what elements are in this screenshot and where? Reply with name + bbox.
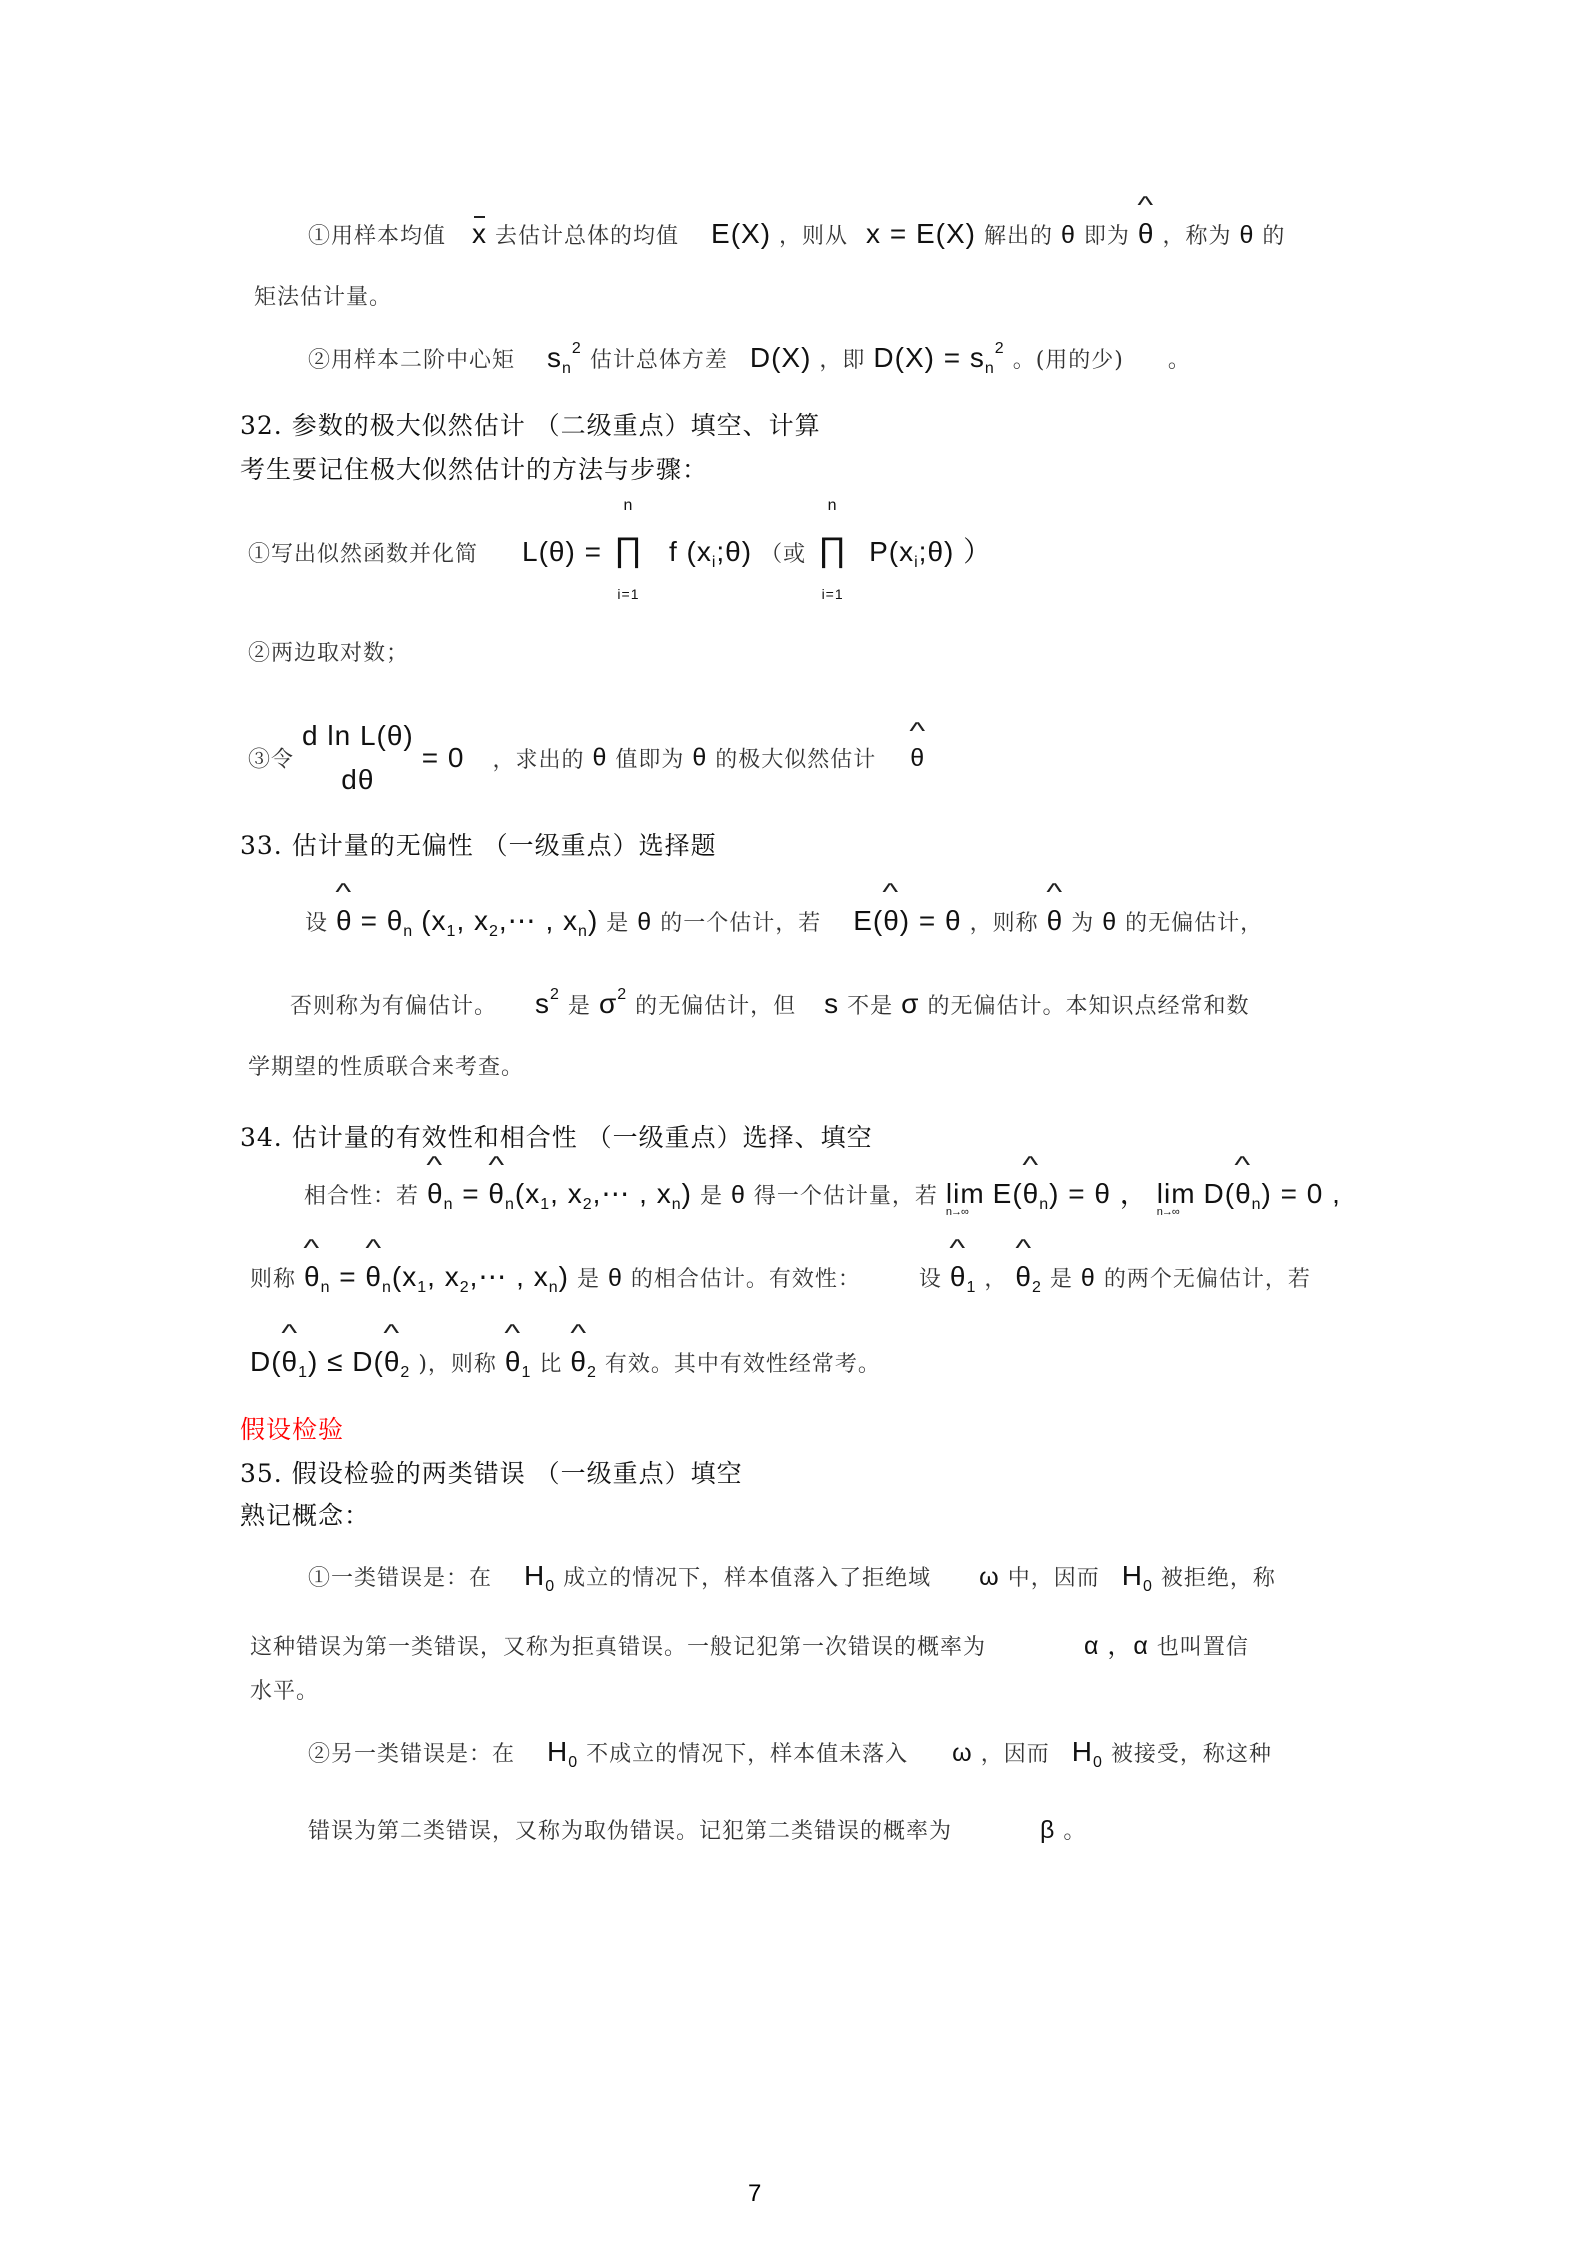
text: 不是 <box>847 994 894 1019</box>
text: 则称 <box>250 1267 297 1292</box>
moment-item-1 <box>308 218 1285 250</box>
type-2-error-line-1: ②另一类错误是：在 $H_0$ 不成立的情况下，样本值未落入 ω ，因而 $H_0$ 被接受，称这种 <box>308 1736 1272 1771</box>
text: ①写出似然函数并化简 <box>248 542 479 567</box>
mle-step-3 <box>248 720 925 796</box>
unbiased-line-2: 否则称为有偏估计。 $s^2$ 是 $\sigma^2$ 的无偏估计，但 s 不是 σ 的无偏估计。本知识点经常和数 <box>290 986 1250 1019</box>
section-35-intro: 熟记概念： <box>240 1501 371 1530</box>
text: ，称为 <box>1162 224 1232 249</box>
theta-hat-symbol: ^ θ <box>883 905 900 937</box>
text: ，求出的 <box>492 747 585 773</box>
likelihood-lhs: L(θ) = <box>522 536 602 567</box>
text: ，则称 <box>969 911 1039 936</box>
text: 设 <box>918 1267 942 1292</box>
section-32-heading: 32. 参数的极大似然估计 （二级重点）填空、计算 <box>240 411 821 440</box>
text: 成立的情况下，样本值落入了拒绝域 <box>563 1566 932 1591</box>
prod-lower: i=1 <box>821 586 844 602</box>
text: ①一类错误是：在 <box>308 1566 493 1591</box>
text: 也叫置信 <box>1156 1635 1249 1660</box>
text: 是 <box>567 994 591 1019</box>
text: 的无偏估计。本知识点经常和数 <box>927 994 1250 1019</box>
text: 。 <box>1167 348 1191 373</box>
text: 被拒绝，称 <box>1160 1566 1276 1591</box>
theta-symbol: θ <box>692 743 708 772</box>
product-symbol: ∏ n i=1 <box>613 497 643 602</box>
lim-label: lim <box>945 1178 985 1209</box>
type-1-error-line-1: ①一类错误是：在 $H_0$ 成立的情况下，样本值落入了拒绝域 ω 中，因而 $H_0$ 被拒绝，称 <box>308 1560 1276 1595</box>
text: 矩法估计量。 <box>254 285 393 310</box>
theta-hat-symbol: ^ θ <box>910 744 925 773</box>
moment-item-1-cont <box>254 280 392 311</box>
text: 值即为 <box>615 747 685 773</box>
theta-hat-symbol: ^ θ <box>1023 1178 1040 1210</box>
text: ， <box>984 1267 1008 1292</box>
text: ②另一类错误是：在 <box>308 1742 516 1767</box>
text: 否则称为有偏估计。 <box>290 994 498 1019</box>
text: ，则从 <box>779 224 849 249</box>
consistency-line-2: 则称 ^ $\theta_n$ = ^ $\theta_n(x_1$, $x_2,\cdots$ , $x_n$) 是 θ 的相合估计。有效性： 设 ^ $\theta_1$ ， ^ $\theta_2$ 是 θ 的两个无偏估计，若 <box>250 1260 1311 1297</box>
theta-hat-symbol: ^ θ <box>950 1261 967 1293</box>
theta-hat-symbol: ^ θ <box>1047 905 1064 937</box>
equals-zero: = 0 <box>421 742 465 773</box>
theta-hat-symbol: ^ θ <box>1235 1178 1252 1210</box>
text: ，因而 <box>980 1742 1050 1767</box>
text: 设 <box>305 911 329 936</box>
lim-subscript: n→∞ <box>1156 1206 1179 1218</box>
text: 的无偏估计， <box>1125 911 1264 936</box>
prod-upper: n <box>623 497 634 514</box>
section-32-intro: 考生要记住极大似然估计的方法与步骤： <box>240 455 709 484</box>
sigma-symbol: σ <box>901 988 920 1019</box>
formula-dx-eq-sn2: D(X) = s <box>873 342 985 373</box>
theta-hat-symbol: ^ θ <box>384 1346 401 1378</box>
text: 这种错误为第一类错误，又称为拒真错误。一般记犯第一次错误的概率为 <box>250 1635 987 1660</box>
hypothesis-testing-title: 假设检验 <box>240 1415 345 1444</box>
text: ) = θ ， <box>1049 1178 1149 1209</box>
moment-item-2: ②用样本二阶中心矩 $s_n^2$ 估计总体方差 D(X) ，即 $D(X) = s_n^2$ 。(用的少) 。 <box>308 340 1191 377</box>
theta-symbol: θ <box>1060 221 1076 249</box>
alpha-symbol: α ，α <box>1084 1632 1149 1660</box>
theta-hat-symbol: ^ θ <box>427 1178 444 1210</box>
expectation: E( <box>853 905 884 936</box>
text: 的一个估计，若 <box>660 911 822 936</box>
text: 是 <box>576 1267 600 1292</box>
theta-hat-symbol: ^ θ <box>304 1261 321 1293</box>
theta-hat-symbol: ^ θ <box>282 1346 299 1378</box>
sigma-symbol: σ <box>598 988 618 1019</box>
section-35-heading: 35. 假设检验的两类错误 （一级重点）填空 <box>240 1459 743 1488</box>
text: )，则称 <box>418 1352 497 1377</box>
type-1-error-line-2 <box>250 1626 1249 1662</box>
omega-symbol: ω <box>952 1739 973 1767</box>
beta-symbol: β <box>1040 1816 1056 1844</box>
text: 即为 <box>1083 224 1130 249</box>
theta-hat-symbol: ^ θ <box>1015 1261 1032 1293</box>
text: ，即 <box>819 348 866 373</box>
theta-hat-symbol: ^ θ <box>570 1346 587 1378</box>
density-f: f (x <box>668 536 712 567</box>
theta-hat-symbol: ^ θ <box>1138 218 1155 250</box>
expectation: E( <box>992 1178 1023 1209</box>
prod-upper: n <box>827 497 838 514</box>
formula-xbar-eq-ex: x = E(X) <box>866 218 976 249</box>
consistency-line-1: 相合性：若 ^ $\theta_n$ = ^ $\theta_n(x_1$, $x_2,\cdots$ , $x_n$) 是 θ 得一个估计量，若 lim n→∞ E(^ $\theta_n) = \theta$ ， lim n→∞ D(^ $\theta_n) = 0$ , <box>304 1172 1341 1214</box>
text: 得一个估计量，若 <box>753 1184 938 1209</box>
text: 错误为第二类错误，又称为取伪错误。记犯第二类错误的概率为 <box>308 1819 953 1844</box>
text: ;θ) ） <box>918 536 993 567</box>
theta-hat-symbol: ^ θ <box>365 1261 382 1293</box>
theta-symbol: θ <box>1239 221 1255 249</box>
section-34-heading: 34. 估计量的有效性和相合性 （一级重点）选择、填空 <box>240 1123 873 1152</box>
derivative-fraction <box>302 720 414 796</box>
leq-operator: ) ≤ D( <box>308 1346 384 1377</box>
limit-operator <box>945 1178 985 1218</box>
text: 相合性：若 <box>304 1184 420 1209</box>
lim-label: lim <box>1156 1178 1196 1209</box>
type-2-error-line-2 <box>308 1814 1086 1845</box>
section-33-heading: 33. 估计量的无偏性 （一级重点）选择题 <box>240 831 717 860</box>
text: 是 <box>1049 1267 1073 1292</box>
equals-theta: = θ <box>360 905 404 936</box>
text: 。(用的少) <box>1012 348 1124 373</box>
text: （或 <box>760 542 807 567</box>
h0-symbol: H <box>547 1736 569 1767</box>
numerator: d ln L(θ) <box>302 720 414 751</box>
s-symbol: s <box>535 988 551 1019</box>
text: ;θ) <box>716 536 753 567</box>
text: ③令 <box>248 747 295 773</box>
text: 被接受，称这种 <box>1110 1742 1272 1767</box>
h0-symbol: H <box>1071 1736 1093 1767</box>
text: 是 <box>606 911 630 936</box>
theta-hat-symbol: ^ θ <box>488 1178 505 1210</box>
text: 为 <box>1071 911 1095 936</box>
h0-symbol: H <box>524 1560 546 1591</box>
text: ①用样本均值 <box>308 224 447 249</box>
prod-lower: i=1 <box>617 586 640 602</box>
text: 。 <box>1063 1819 1087 1844</box>
lim-subscript: n→∞ <box>945 1206 968 1218</box>
text: 去估计总体的均值 <box>495 224 680 249</box>
product-symbol: ∏ n i=1 <box>818 497 848 602</box>
text: 不成立的情况下，样本值未落入 <box>586 1742 909 1767</box>
text: 的无偏估计，但 <box>635 994 797 1019</box>
limit-operator <box>1156 1178 1196 1218</box>
text: 的 <box>1262 224 1286 249</box>
variance: D( <box>1203 1178 1236 1209</box>
text: 是 <box>699 1184 723 1209</box>
omega-symbol: ω <box>979 1563 1000 1591</box>
type-1-error-line-3: 水平。 <box>250 1679 320 1704</box>
x-bar-symbol: x <box>472 218 488 249</box>
text: ) = 0 , <box>1261 1178 1341 1209</box>
unbiased-line-1: 设 ^ $\theta = \theta_n$ ($x_1$, $x_2,\cdots$ , $x_n$) 是 θ 的一个估计，若 E(^ θ) = θ ，则称 ^ θ 为 θ 的无偏估计， <box>305 904 1263 941</box>
text: 估计总体方差 <box>589 348 728 373</box>
text: 比 <box>539 1352 563 1377</box>
text: 中，因而 <box>1007 1566 1100 1591</box>
theta-hat-symbol: ^ θ <box>505 1346 522 1378</box>
text: 的两个无偏估计，若 <box>1103 1267 1311 1292</box>
args-open: (x <box>421 905 447 936</box>
mle-step-1: ①写出似然函数并化简 L(θ) = ∏ n i=1 f $(x_i;\theta)$ （或 ∏ n i=1 $P(x_i;\theta)$ ） <box>248 497 993 602</box>
denominator: dθ <box>341 764 375 795</box>
variance: D( <box>250 1346 282 1377</box>
text: 的极大似然估计 <box>715 747 877 773</box>
expectation-ex: E(X) <box>711 218 772 249</box>
efficiency-line: D(^ $\theta_1$) ≤ D(^ $\theta_2$ )，则称 ^ $\theta_1$ 比 ^ $\theta_2$ 有效。其中有效性经常考。 <box>250 1346 881 1382</box>
prob-p: P(x <box>869 536 915 567</box>
page-number: 7 <box>748 2180 762 2207</box>
h0-symbol: H <box>1121 1560 1143 1591</box>
theta-symbol: θ <box>592 743 608 772</box>
theta-hat-symbol: ^ θ <box>336 905 353 937</box>
text: 解出的 <box>983 224 1053 249</box>
text: 有效。其中有效性经常考。 <box>604 1352 881 1377</box>
s-symbol: s <box>824 988 840 1019</box>
text: 的相合估计。有效性： <box>630 1267 861 1292</box>
s-symbol: s <box>547 342 563 373</box>
unbiased-line-3: 学期望的性质联合来考查。 <box>248 1055 525 1080</box>
mle-step-2: ②两边取对数； <box>248 641 410 666</box>
variance-dx: D(X) <box>749 342 812 373</box>
text: ②用样本二阶中心矩 <box>308 348 516 373</box>
text: ) = θ <box>899 905 962 936</box>
